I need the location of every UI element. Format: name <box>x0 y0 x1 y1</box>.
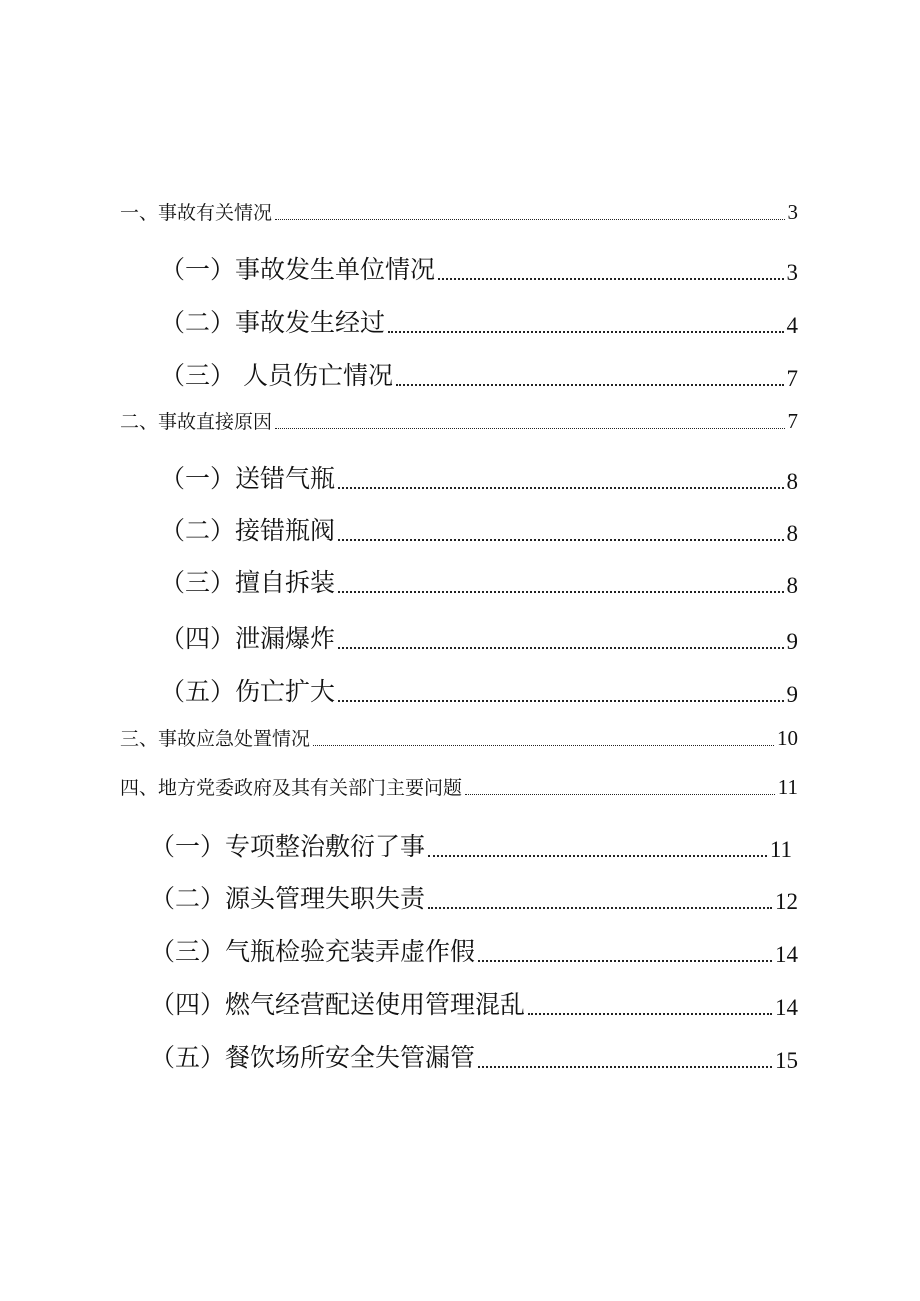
toc-entry[interactable] <box>160 619 798 655</box>
toc-entry-label: （一）专项整治敷衍了事 <box>150 832 426 861</box>
toc-entry[interactable] <box>160 250 798 286</box>
toc-entry-label: （二）源头管理失职失责 <box>150 884 426 913</box>
toc-entry-page: 4 <box>786 313 798 338</box>
toc-entry-page: 12 <box>775 889 798 914</box>
dot-leader <box>428 907 772 909</box>
dot-leader <box>438 278 783 280</box>
toc-entry[interactable] <box>150 827 792 863</box>
dot-leader <box>275 219 784 220</box>
dot-leader <box>338 647 783 649</box>
toc-entry[interactable] <box>150 932 798 968</box>
toc-entry-label: （四）燃气经营配送使用管理混乱 <box>150 990 526 1019</box>
toc-entry-page: 7 <box>787 409 798 433</box>
dot-leader <box>338 487 783 489</box>
toc-entry[interactable] <box>120 773 798 800</box>
toc-entry-page: 8 <box>786 521 798 546</box>
toc-entry-label: （五）餐饮场所安全失管漏管 <box>150 1043 476 1072</box>
dot-leader <box>428 855 767 857</box>
toc-entry-label: 一、事故有关情况 <box>120 202 273 224</box>
toc-entry[interactable] <box>150 879 798 915</box>
toc-entry-page: 9 <box>786 682 798 707</box>
dot-leader <box>313 745 774 746</box>
dot-leader <box>388 331 783 333</box>
toc-entry-label: （一）事故发生单位情况 <box>160 255 436 284</box>
toc-entry-page: 15 <box>775 1048 798 1073</box>
toc-entry-page: 14 <box>775 942 798 967</box>
toc-entry-page: 14 <box>775 995 798 1020</box>
toc-entry-page: 8 <box>786 469 798 494</box>
toc-entry-label: （二）事故发生经过 <box>160 308 386 337</box>
toc-entry-page: 3 <box>786 260 798 285</box>
toc-entry[interactable] <box>160 563 798 599</box>
toc-entry[interactable] <box>120 407 798 434</box>
dot-leader <box>338 591 783 593</box>
dot-leader <box>528 1013 772 1015</box>
toc-entry[interactable] <box>160 303 798 339</box>
toc-entry[interactable] <box>150 985 798 1021</box>
dot-leader <box>478 960 772 962</box>
toc-entry-label: 四、地方党委政府及其有关部门主要问题 <box>120 777 463 799</box>
dot-leader <box>338 539 783 541</box>
toc-entry-page: 9 <box>786 629 798 654</box>
toc-entry-label: 二、事故直接原因 <box>120 411 273 433</box>
dot-leader <box>338 700 783 702</box>
toc-entry[interactable] <box>150 1038 798 1074</box>
toc-entry-label: （三）气瓶检验充装弄虚作假 <box>150 937 476 966</box>
toc-entry-label: 三、事故应急处置情况 <box>120 728 311 750</box>
toc-entry[interactable] <box>120 198 798 225</box>
toc-entry[interactable] <box>120 724 798 751</box>
toc-entry-page: 7 <box>786 366 798 391</box>
toc-entry-label: （四）泄漏爆炸 <box>160 624 336 653</box>
toc-entry-label: （五）伤亡扩大 <box>160 677 336 706</box>
toc-entry-page: 8 <box>786 573 798 598</box>
toc-entry[interactable] <box>160 672 798 708</box>
dot-leader <box>275 428 784 429</box>
toc-entry-label: （三） 人员伤亡情况 <box>160 361 393 390</box>
dot-leader <box>478 1066 772 1068</box>
toc-entry-page: 10 <box>777 726 798 750</box>
toc-entry-page: 11 <box>777 775 798 799</box>
toc-entry-label: （一）送错气瓶 <box>160 464 336 493</box>
toc-entry-label: （二）接错瓶阀 <box>160 516 336 545</box>
dot-leader <box>396 384 784 386</box>
toc-entry-page: 3 <box>787 200 798 224</box>
toc-entry[interactable] <box>160 356 798 392</box>
toc-entry[interactable] <box>160 511 798 547</box>
dot-leader <box>465 794 775 795</box>
toc-entry-page: 11 <box>769 837 792 862</box>
toc-entry-label: （三）擅自拆装 <box>160 568 336 597</box>
toc-entry[interactable] <box>160 459 798 495</box>
